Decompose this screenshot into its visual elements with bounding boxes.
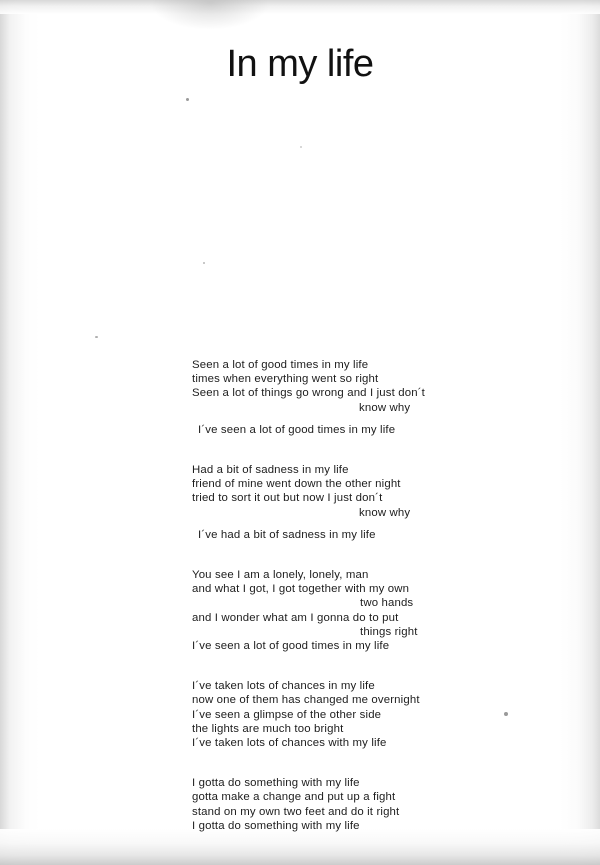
- scan-speck: [186, 98, 189, 101]
- lyrics-line: I gotta do something with my life: [192, 777, 360, 790]
- lyrics-line: gotta make a change and put up a fight: [192, 791, 396, 804]
- lyrics-line: I gotta do something with my life: [192, 819, 360, 832]
- lyrics-line: I´ve seen a glimpse of the other side: [192, 708, 382, 721]
- lyrics-body: [192, 358, 552, 833]
- lyrics-line: things right: [360, 625, 418, 638]
- scan-speck: [203, 262, 205, 264]
- lyrics-line: know why: [359, 401, 411, 414]
- lyrics-line: know why: [359, 506, 411, 519]
- page-top-shadow: [0, 0, 600, 14]
- lyrics-line: You see I am a lonely, lonely, man: [192, 569, 369, 582]
- lyrics-line: I´ve taken lots of chances in my life: [192, 680, 375, 693]
- lyrics-verse: [192, 358, 552, 437]
- lyrics-line: two hands: [360, 597, 414, 610]
- lyrics-verse: [192, 679, 552, 750]
- lyrics-line: I´ve had a bit of sadness in my life: [198, 528, 376, 541]
- lyrics-line: times when everything went so right: [192, 373, 379, 386]
- lyrics-line: I´ve taken lots of chances with my life: [192, 737, 387, 750]
- lyrics-line: friend of mine went down the other night: [192, 478, 401, 491]
- lyrics-line: Seen a lot of good times in my life: [192, 359, 369, 371]
- scan-speck: [300, 146, 302, 148]
- lyrics-line: stand on my own two feet and do it right: [192, 805, 400, 818]
- scan-speck: [95, 336, 98, 338]
- page-title: In my life: [226, 43, 374, 86]
- lyrics-verse: [192, 568, 552, 653]
- lyrics-line: tried to sort it out but now I just don´t: [192, 492, 383, 505]
- page-bottom-shadow: [0, 829, 600, 865]
- lyrics-line: Seen a lot of things go wrong and I just don´t: [192, 387, 425, 400]
- lyrics-verse: [192, 463, 552, 542]
- lyrics-line: I´ve seen a lot of good times in my life: [198, 423, 396, 436]
- lyrics-verse: [192, 776, 552, 833]
- lyrics-line: I´ve seen a lot of good times in my life: [192, 640, 390, 653]
- lyrics-line: Had a bit of sadness in my life: [192, 464, 349, 477]
- lyrics-line: the lights are much too bright: [192, 722, 344, 735]
- lyrics-line: and what I got, I got together with my own: [192, 583, 410, 596]
- lyrics-line: and I wonder what am I gonna do to put: [192, 611, 399, 624]
- lyrics-line: now one of them has changed me overnight: [192, 694, 420, 707]
